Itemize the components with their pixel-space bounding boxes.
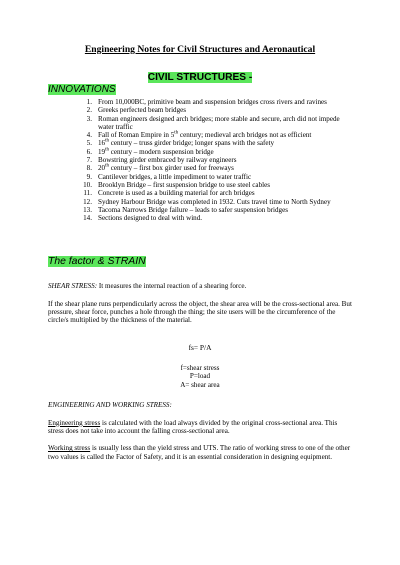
strain-heading	[48, 256, 352, 268]
list-item-text: Roman engineers designed arch bridges; more stable and secure, arch did not impede water traffic	[98, 114, 340, 131]
list-item-number: 4.	[86, 131, 92, 140]
list-item-text: Bowstring girder embraced by railway engineers	[98, 156, 237, 165]
shear-stress-label: SHEAR STRESS:	[48, 282, 98, 291]
list-item-number: 2.	[86, 106, 92, 115]
document-title: Engineering Notes for Civil Structures and Aeronautical	[84, 44, 316, 55]
list-item-text: Brooklyn Bridge – first suspension bridge to use steel cables	[98, 180, 270, 189]
list-item-superscript: th	[105, 139, 109, 145]
shear-plane-paragraph: If the shear plane runs perpendicularly across the object, the shear area will be the cross-sectional area. But pressure, shear force, punches a hole through the thing; the site users will be the circumference of the circle/s multiplied by the thickness of the material.	[48, 299, 352, 325]
definition-load: P=load	[189, 372, 211, 381]
list-item	[84, 115, 352, 132]
list-item	[84, 214, 352, 222]
list-item	[84, 198, 352, 206]
list-item-text: Sydney Harbour Bridge was completed in 1932. Cuts travel time to North Sydney	[98, 197, 331, 206]
list-item-text: Greeks perfected beam bridges	[98, 106, 187, 115]
list-item-text: 20	[98, 164, 106, 173]
engineering-stress-paragraph	[48, 419, 352, 436]
definition-shear-stress: f=shear stress	[180, 363, 220, 372]
list-item-text: century – modern suspension bridge	[108, 147, 214, 156]
list-item-number: 8.	[86, 164, 92, 173]
list-item	[84, 106, 352, 114]
list-item	[84, 181, 352, 189]
shear-stress-paragraph	[48, 282, 352, 290]
list-item-text: Fall of Roman Empire in 5	[98, 131, 175, 140]
list-item	[84, 206, 352, 214]
list-item-superscript: th	[174, 130, 179, 136]
list-item	[84, 189, 352, 197]
list-item-text: 19	[98, 147, 106, 156]
engineering-stress-label: Engineering stress	[48, 418, 101, 427]
list-item-number: 9.	[86, 172, 92, 181]
list-item-number: 14.	[83, 214, 92, 223]
strain-heading-text: The factor & STRAIN	[48, 256, 146, 268]
engineering-stress-text: is calculated with the load always divided by the original cross-sectional area. This stress does not take into account the falling cross-sectional area.	[48, 418, 338, 436]
list-item-superscript: th	[105, 147, 109, 153]
list-item-text: Sections designed to deal with wind.	[98, 214, 203, 223]
list-item	[84, 173, 352, 181]
shear-stress-text: It measures the internal reaction of a shearing force.	[97, 282, 247, 291]
list-item-text: century – first box girder used for freeways	[108, 164, 234, 173]
list-item-number: 10.	[83, 180, 92, 189]
formula-definitions	[48, 364, 352, 390]
list-item-text: Concrete is used as a building material for arch bridges	[98, 189, 255, 198]
list-item	[84, 164, 352, 172]
innovations-heading	[48, 84, 352, 96]
list-item-number: 7.	[86, 156, 92, 165]
shear-formula: fs= P/A	[188, 342, 212, 352]
civil-structures-heading	[48, 72, 352, 84]
list-item-text: 16	[98, 139, 106, 148]
list-item-superscript: th	[105, 164, 109, 170]
list-item-text: Tacoma Narrows Bridge failure – leads to safer suspension bridges	[98, 205, 288, 214]
list-item-number: 1.	[86, 98, 92, 106]
civil-structures-heading-text: CIVIL STRUCTURES -	[147, 72, 253, 83]
working-stress-label: Working stress	[48, 444, 91, 453]
list-item-text: century; medieval arch bridges not as efficient	[178, 131, 312, 140]
list-item-number: 12.	[83, 197, 92, 206]
working-stress-paragraph	[48, 444, 352, 461]
list-item-number: 5.	[86, 139, 92, 148]
engineering-working-stress-heading: ENGINEERING AND WORKING STRESS:	[48, 401, 172, 410]
list-item-number: 6.	[86, 147, 92, 156]
list-item-number: 11.	[83, 189, 92, 198]
list-item	[84, 139, 352, 147]
list-item-text: From 10,000BC, primitive beam and suspension bridges cross rivers and ravines	[98, 98, 327, 106]
list-item-number: 3.	[86, 114, 92, 123]
list-item-text: century – truss girder bridge; longer spans with the safety	[108, 139, 275, 148]
list-item	[84, 148, 352, 156]
working-stress-text: is usually less than the yield stress and UTS. The ratio of working stress to one of the other two values is called the Factor of Safety, and it is an essential consideration in designing equipment.	[48, 444, 351, 461]
list-item	[84, 98, 352, 106]
list-item-number: 13.	[83, 205, 92, 214]
innovations-list	[48, 98, 352, 222]
definition-shear-area: A= shear area	[180, 380, 220, 389]
list-item-text: Cantilever bridges, a little impediment to water traffic	[98, 172, 252, 181]
innovations-heading-text: INNOVATIONS	[48, 84, 116, 95]
